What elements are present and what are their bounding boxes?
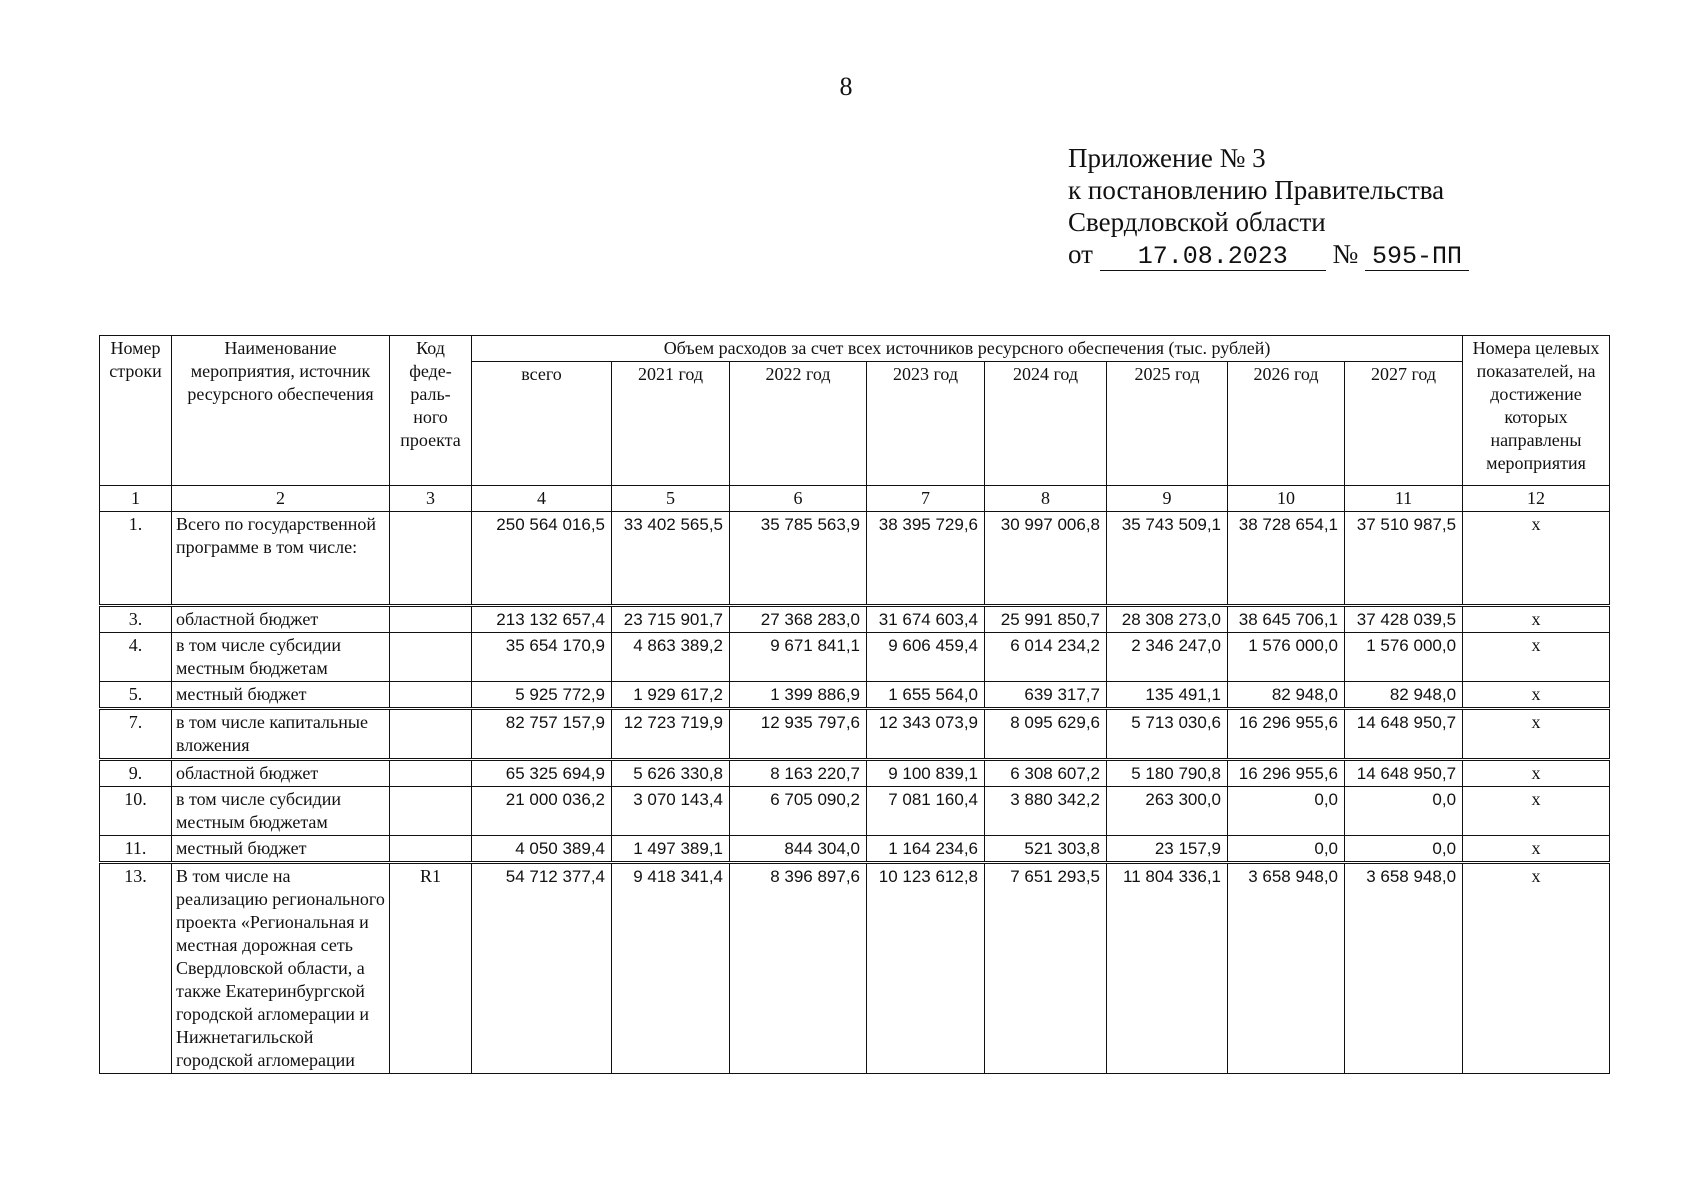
row-number: 3. (100, 606, 172, 633)
cell-2024: 521 303,8 (985, 836, 1107, 863)
row-number: 13. (100, 863, 172, 1074)
row-name: в том числе субсидии местным бюджетам (172, 787, 390, 836)
row-name: областной бюджет (172, 606, 390, 633)
row-number: 4. (100, 633, 172, 682)
cell-2025: 11 804 336,1 (1107, 863, 1228, 1074)
row-code (390, 709, 472, 760)
cell-2021: 33 402 565,5 (612, 512, 730, 606)
table-row (100, 606, 1610, 633)
row-number: 1. (100, 512, 172, 606)
cell-2024: 639 317,7 (985, 682, 1107, 709)
appendix-line2: к постановлению Правительства (1068, 175, 1445, 205)
cell-2026: 3 658 948,0 (1228, 863, 1345, 1074)
decree-date: 17.08.2023 (1100, 244, 1326, 271)
column-number: 12 (1463, 486, 1610, 512)
cell-2025: 2 346 247,0 (1107, 633, 1228, 682)
header-2022: 2022 год (730, 362, 867, 486)
header-code: Код феде-раль-ного проекта (390, 336, 472, 486)
cell-2024: 3 880 342,2 (985, 787, 1107, 836)
cell-2022: 8 163 220,7 (730, 760, 867, 787)
column-number: 1 (100, 486, 172, 512)
header-2027: 2027 год (1345, 362, 1463, 486)
column-number: 7 (867, 486, 985, 512)
cell-2021: 12 723 719,9 (612, 709, 730, 760)
cell-total: 4 050 389,4 (472, 836, 612, 863)
cell-target: х (1463, 760, 1610, 787)
row-code (390, 787, 472, 836)
cell-2021: 9 418 341,4 (612, 863, 730, 1074)
cell-2026: 38 728 654,1 (1228, 512, 1345, 606)
row-number: 11. (100, 836, 172, 863)
cell-2022: 12 935 797,6 (730, 709, 867, 760)
table-row (100, 836, 1610, 863)
cell-2026: 16 296 955,6 (1228, 760, 1345, 787)
cell-2027: 37 428 039,5 (1345, 606, 1463, 633)
row-code: R1 (390, 863, 472, 1074)
cell-2023: 38 395 729,6 (867, 512, 985, 606)
row-name: Всего по государственной программе в том числе: (172, 512, 390, 606)
row-number: 10. (100, 787, 172, 836)
row-number: 7. (100, 709, 172, 760)
cell-2022: 27 368 283,0 (730, 606, 867, 633)
cell-2024: 6 308 607,2 (985, 760, 1107, 787)
cell-2021: 4 863 389,2 (612, 633, 730, 682)
header-row-number: Номер строки (100, 336, 172, 486)
cell-target: х (1463, 512, 1610, 606)
appendix-date-line (1068, 238, 1469, 271)
cell-2023: 10 123 612,8 (867, 863, 985, 1074)
cell-total: 82 757 157,9 (472, 709, 612, 760)
row-code (390, 633, 472, 682)
row-name: областной бюджет (172, 760, 390, 787)
header-2025: 2025 год (1107, 362, 1228, 486)
cell-2021: 1 497 389,1 (612, 836, 730, 863)
cell-2024: 8 095 629,6 (985, 709, 1107, 760)
cell-2026: 1 576 000,0 (1228, 633, 1345, 682)
from-label: от (1068, 239, 1093, 269)
cell-target: х (1463, 682, 1610, 709)
cell-2026: 38 645 706,1 (1228, 606, 1345, 633)
cell-2022: 6 705 090,2 (730, 787, 867, 836)
row-name: местный бюджет (172, 682, 390, 709)
row-name: в том числе капитальные вложения (172, 709, 390, 760)
column-number: 2 (172, 486, 390, 512)
cell-total: 21 000 036,2 (472, 787, 612, 836)
appendix-block (1068, 142, 1469, 271)
header-targets: Номера целевых показателей, на достижение которых направлены мероприятия (1463, 336, 1610, 486)
cell-total: 65 325 694,9 (472, 760, 612, 787)
table-row (100, 512, 1610, 606)
cell-2027: 0,0 (1345, 836, 1463, 863)
cell-2021: 5 626 330,8 (612, 760, 730, 787)
cell-2025: 263 300,0 (1107, 787, 1228, 836)
row-code (390, 682, 472, 709)
cell-2025: 23 157,9 (1107, 836, 1228, 863)
column-number: 9 (1107, 486, 1228, 512)
table-row (100, 709, 1610, 760)
appendix-title: Приложение № 3 (1068, 143, 1266, 173)
row-code (390, 512, 472, 606)
column-number: 3 (390, 486, 472, 512)
table-row (100, 760, 1610, 787)
cell-2027: 3 658 948,0 (1345, 863, 1463, 1074)
cell-2026: 0,0 (1228, 836, 1345, 863)
header-volume-group: Объем расходов за счет всех источников ресурсного обеспечения (тыс. рублей) (472, 336, 1463, 362)
row-name: В том числе на реализацию регионального проекта «Региональная и местная дорожная сеть Свердловской области, а также Екатеринбургской городской агломерации и Нижнетагильской городской агломерации (172, 863, 390, 1074)
cell-2021: 1 929 617,2 (612, 682, 730, 709)
cell-2025: 35 743 509,1 (1107, 512, 1228, 606)
column-number: 10 (1228, 486, 1345, 512)
row-number: 5. (100, 682, 172, 709)
cell-2026: 0,0 (1228, 787, 1345, 836)
appendix-line3: Свердловской области (1068, 207, 1326, 237)
cell-2026: 16 296 955,6 (1228, 709, 1345, 760)
cell-2023: 7 081 160,4 (867, 787, 985, 836)
cell-2023: 1 655 564,0 (867, 682, 985, 709)
cell-2027: 0,0 (1345, 787, 1463, 836)
cell-2023: 12 343 073,9 (867, 709, 985, 760)
cell-2024: 7 651 293,5 (985, 863, 1107, 1074)
table-row (100, 863, 1610, 1074)
column-number: 11 (1345, 486, 1463, 512)
cell-2025: 5 180 790,8 (1107, 760, 1228, 787)
cell-2025: 28 308 273,0 (1107, 606, 1228, 633)
header-total: всего (472, 362, 612, 486)
cell-total: 213 132 657,4 (472, 606, 612, 633)
cell-2026: 82 948,0 (1228, 682, 1345, 709)
cell-total: 250 564 016,5 (472, 512, 612, 606)
cell-2025: 5 713 030,6 (1107, 709, 1228, 760)
cell-2022: 8 396 897,6 (730, 863, 867, 1074)
table-row (100, 787, 1610, 836)
header-row-1 (100, 336, 1610, 362)
header-2026: 2026 год (1228, 362, 1345, 486)
column-number: 5 (612, 486, 730, 512)
cell-2021: 23 715 901,7 (612, 606, 730, 633)
cell-target: х (1463, 709, 1610, 760)
cell-2027: 1 576 000,0 (1345, 633, 1463, 682)
column-number: 6 (730, 486, 867, 512)
cell-2025: 135 491,1 (1107, 682, 1228, 709)
row-code (390, 606, 472, 633)
cell-total: 35 654 170,9 (472, 633, 612, 682)
row-name: в том числе субсидии местным бюджетам (172, 633, 390, 682)
page-number: 8 (839, 72, 853, 101)
cell-total: 5 925 772,9 (472, 682, 612, 709)
cell-2022: 1 399 886,9 (730, 682, 867, 709)
cell-2027: 14 648 950,7 (1345, 709, 1463, 760)
cell-target: х (1463, 633, 1610, 682)
cell-2022: 844 304,0 (730, 836, 867, 863)
cell-total: 54 712 377,4 (472, 863, 612, 1074)
column-number: 4 (472, 486, 612, 512)
cell-2023: 1 164 234,6 (867, 836, 985, 863)
cell-target: х (1463, 787, 1610, 836)
cell-2023: 9 100 839,1 (867, 760, 985, 787)
cell-target: х (1463, 606, 1610, 633)
table-row (100, 682, 1610, 709)
cell-target: х (1463, 863, 1610, 1074)
cell-2022: 9 671 841,1 (730, 633, 867, 682)
cell-2024: 30 997 006,8 (985, 512, 1107, 606)
cell-2027: 82 948,0 (1345, 682, 1463, 709)
cell-2027: 37 510 987,5 (1345, 512, 1463, 606)
number-label: № (1332, 239, 1359, 269)
cell-2024: 25 991 850,7 (985, 606, 1107, 633)
row-code (390, 836, 472, 863)
header-2021: 2021 год (612, 362, 730, 486)
resource-table (99, 335, 1610, 1074)
row-number: 9. (100, 760, 172, 787)
cell-2022: 35 785 563,9 (730, 512, 867, 606)
row-code (390, 760, 472, 787)
cell-2023: 31 674 603,4 (867, 606, 985, 633)
column-number-row (100, 486, 1610, 512)
cell-target: х (1463, 836, 1610, 863)
decree-number: 595-ПП (1365, 244, 1469, 271)
header-name: Наименование мероприятия, источник ресурсного обеспечения (172, 336, 390, 486)
header-2023: 2023 год (867, 362, 985, 486)
cell-2023: 9 606 459,4 (867, 633, 985, 682)
header-2024: 2024 год (985, 362, 1107, 486)
cell-2027: 14 648 950,7 (1345, 760, 1463, 787)
row-name: местный бюджет (172, 836, 390, 863)
cell-2021: 3 070 143,4 (612, 787, 730, 836)
cell-2024: 6 014 234,2 (985, 633, 1107, 682)
column-number: 8 (985, 486, 1107, 512)
table-row (100, 633, 1610, 682)
